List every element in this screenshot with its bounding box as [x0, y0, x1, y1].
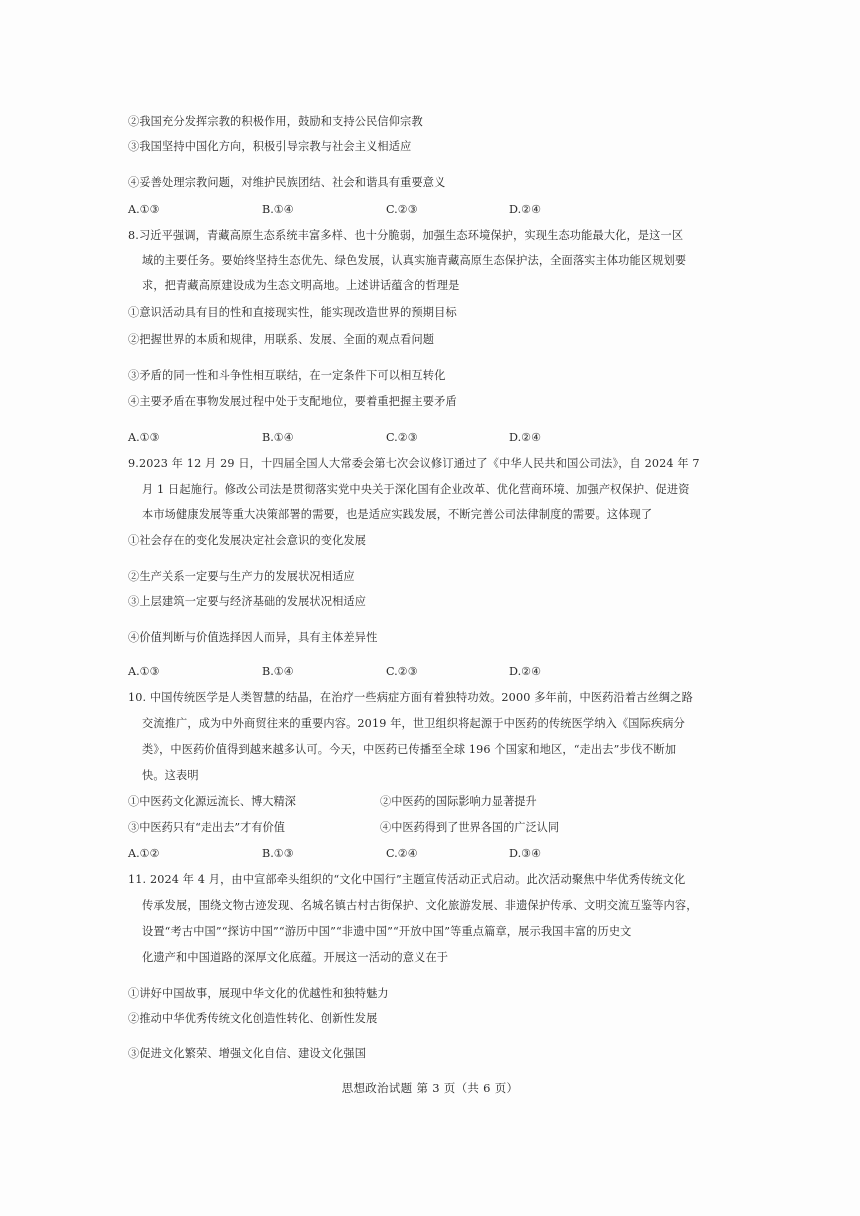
- q9-stem-line-2: 月 1 日起施行。修改公司法是贯彻落实党中央关于深化国有企业改革、优化营商环境、加强产权保护、促进资: [142, 483, 690, 496]
- q8-stem-line-3: 求，把青藏高原建设成为生态文明高地。上述讲话蕴含的哲理是: [142, 279, 460, 292]
- q8-option-b: B.①④: [262, 431, 294, 444]
- q9-options: [128, 664, 744, 679]
- q9-statement-2: ②生产关系一定要与生产力的发展状况相适应: [128, 570, 355, 583]
- q8-statement-2: ②把握世界的本质和规律，用联系、发展、全面的观点看问题: [128, 333, 435, 346]
- q7-option-b: B.①④: [262, 203, 294, 216]
- q9-statement-1: ①社会存在的变化发展决定社会意识的变化发展: [128, 534, 367, 547]
- q8-option-a: A.①③: [128, 431, 160, 444]
- q11-stem-line-3: 设置“考古中国”“探访中国”“游历中国”“非遗中国”“开放中国”等重点篇章，展示我国丰富的历史文: [142, 925, 632, 938]
- q10-stem-line-1: 10. 中国传统医学是人类智慧的结晶，在治疗一些病症方面有着独特功效。2000 多年前，中医药沿着古丝绸之路: [128, 691, 693, 704]
- q10-statements-row-1: [128, 794, 744, 809]
- q9-stem-line-3: 本市场健康发展等重大决策部署的需要，也是适应实践发展，不断完善公司法律制度的需要。这体现了: [142, 508, 653, 521]
- q9-option-b: B.①④: [262, 665, 294, 678]
- q8-option-c: C.②③: [386, 431, 418, 444]
- q8-stem-line-1: 8.习近平强调，青藏高原生态系统丰富多样、也十分脆弱，加强生态环境保护，实现生态功能最大化，是这一区: [128, 229, 684, 242]
- q9-option-c: C.②③: [386, 665, 418, 678]
- q8-option-d: D.②④: [509, 431, 542, 444]
- q11-statement-3: ③促进文化繁荣、增强文化自信、建设文化强国: [128, 1047, 367, 1060]
- q7-option-a: A.①③: [128, 203, 160, 216]
- q8-statement-1: ①意识活动具有目的性和直接现实性，能实现改造世界的预期目标: [128, 306, 457, 319]
- q7-statement-2: ②我国充分发挥宗教的积极作用，鼓励和支持公民信仰宗教: [128, 115, 423, 128]
- q10-options: [128, 846, 744, 861]
- q10-statements-row-2: [128, 820, 744, 835]
- q11-statement-1: ①讲好中国故事，展现中华文化的优越性和独特魅力: [128, 987, 389, 1000]
- q10-statement-1: ①中医药文化源远流长、博大精深: [128, 795, 296, 808]
- q7-statement-4: ④妥善处理宗教问题，对维护民族团结、社会和谐具有重要意义: [128, 176, 446, 189]
- q7-option-c: C.②③: [386, 203, 418, 216]
- q11-statement-2: ②推动中华优秀传统文化创造性转化、创新性发展: [128, 1012, 378, 1025]
- q10-option-b: B.①③: [262, 847, 294, 860]
- q11-stem-line-4: 化遗产和中国道路的深厚文化底蕴。开展这一活动的意义在于: [142, 951, 449, 964]
- q8-stem-line-2: 域的主要任务。要始终坚持生态优先、绿色发展，认真实施青藏高原生态保护法，全面落实主体功能区规划要: [142, 254, 687, 267]
- q11-stem-line-1: 11. 2024 年 4 月，由中宣部牵头组织的“文化中国行”主题宣传活动正式启动。此次活动聚焦中华优秀传统文化: [128, 873, 686, 886]
- q7-option-d: D.②④: [509, 203, 542, 216]
- q9-option-a: A.①③: [128, 665, 160, 678]
- q8-options: [128, 430, 744, 445]
- q9-statement-4: ④价值判断与价值选择因人而异，具有主体差异性: [128, 631, 378, 644]
- q9-option-d: D.②④: [509, 665, 542, 678]
- q10-stem-line-3: 类》，中医药价值得到越来越多认可。今天，中医药已传播至全球 196 个国家和地区，“走出去”步伐不断加: [142, 743, 677, 756]
- page-footer: 思想政治试题 第 3 页（共 6 页）: [341, 1081, 519, 1095]
- q10-statement-2: ②中医药的国际影响力显著提升: [380, 795, 537, 808]
- q10-option-a: A.①②: [128, 847, 160, 860]
- q10-option-d: D.③④: [509, 847, 542, 860]
- q10-stem-line-4: 快。这表明: [142, 769, 199, 782]
- q10-statement-4: ④中医药得到了世界各国的广泛认同: [380, 821, 560, 834]
- q7-statement-3: ③我国坚持中国化方向，积极引导宗教与社会主义相适应: [128, 140, 412, 153]
- q9-stem-line-1: 9.2023 年 12 月 29 日，十四届全国人大常委会第七次会议修订通过了《中华人民共和国公司法》，自 2024 年 7: [128, 457, 700, 470]
- q10-option-c: C.②④: [386, 847, 418, 860]
- q9-statement-3: ③上层建筑一定要与经济基础的发展状况相适应: [128, 595, 367, 608]
- q10-statement-3: ③中医药只有“走出去”才有价值: [128, 821, 285, 834]
- q7-options: [128, 202, 744, 217]
- q11-stem-line-2: 传承发展，围绕文物古迹发现、名城名镇古村古街保护、文化旅游发展、非遗保护传承、文明交流互鉴等内容，: [142, 899, 698, 912]
- q8-statement-4: ④主要矛盾在事物发展过程中处于支配地位，要着重把握主要矛盾: [128, 395, 457, 408]
- q8-statement-3: ③矛盾的同一性和斗争性相互联结，在一定条件下可以相互转化: [128, 369, 446, 382]
- q10-stem-line-2: 交流推广，成为中外商贸往来的重要内容。2019 年，世卫组织将起源于中医药的传统医学纳入《国际疾病分: [142, 717, 685, 730]
